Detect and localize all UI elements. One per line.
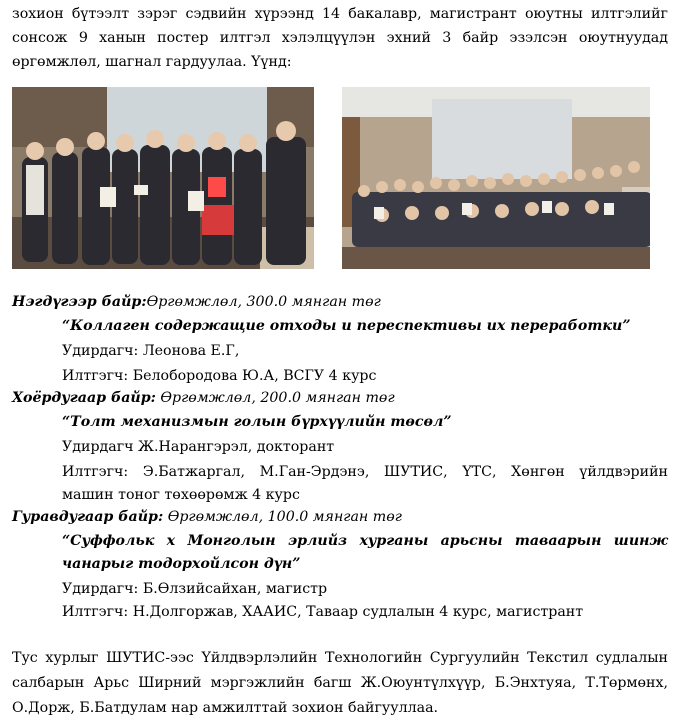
award-1-prize: Өргөмжлөл, 300.0 мянган төг [146,294,381,310]
award-1-topic: “Коллаген содержащие отходы и переспективы их переработки” [62,318,631,334]
audience-group-photo-image [342,87,650,269]
award-2-topic: “Толт механизмын голын бүрхүүлийн төсөл” [62,414,452,430]
award-3-prize: Өргөмжлөл, 100.0 мянган төг [163,509,402,525]
award-1-presenter: Илтгэгч: Белобородова Ю.А, ВСГУ 4 курс [62,368,377,384]
closing-paragraph: Тус хурлыг ШУТИС-ээс Үйлдвэрлэлийн Технологийн Сургуулийн Текстил судлалын салбарын Арьс Ширний мэргэжлийн багш Ж.Оюунтүлхүүр, Б.Энхтуяа, Т.Төрмөнх, О.Дорж, Б.Батдулам нар амжилттай зохион байгууллаа. [12,650,668,716]
award-2-presenter-line-1: Илтгэгч: Э.Батжаргал, М.Ган-Эрдэнэ, ШУТИС, ҮТС, Хөнгөн үйлдвэрийн [62,464,668,480]
award-group-photo-image [12,87,314,269]
award-group-photo [12,87,314,269]
award-2-presenter-line-2: машин тоног төхөөрөмж 4 курс [62,487,300,503]
award-2-heading [12,387,395,409]
intro-paragraph: зохион бүтээлт зэрэг сэдвийн хүрээнд 14 бакалавр, магистрант оюутны илтгэлийг сонсож 9 ханын постер илтгэл хэлэлцүүлэн эхний 3 байр эзэлсэн оюутнуудад өргөмжлөл, шагнал гардуулаа. Үүнд: [12,6,668,70]
award-1-heading [12,291,381,313]
award-3-supervisor: Удирдагч: Б.Өлзийсайхан, магистр [62,581,328,597]
award-3-topic-line-2: чанарыг тодорхойлсон дүн” [62,556,301,572]
award-1-place: Нэгдүгээр байр: [12,294,147,310]
award-2-prize: Өргөмжлөл, 200.0 мянган төг [155,390,395,406]
award-3-topic-line-1: “Суффольк х Монголын эрлийз хурганы арьсны таваарын шинж [62,533,668,549]
award-3-place: Гуравдугаар байр: [12,509,164,525]
award-3-heading [12,506,402,528]
award-2-place: Хоёрдугаар байр: [12,390,156,406]
award-2-supervisor: Удирдагч Ж.Нарангэрэл, докторант [62,439,335,455]
audience-group-photo [342,87,650,269]
award-3-presenter: Илтгэгч: Н.Долгоржав, ХААИС, Таваар судлалын 4 курс, магистрант [62,604,584,620]
award-1-supervisor: Удирдагч: Леонова Е.Г, [62,343,240,359]
